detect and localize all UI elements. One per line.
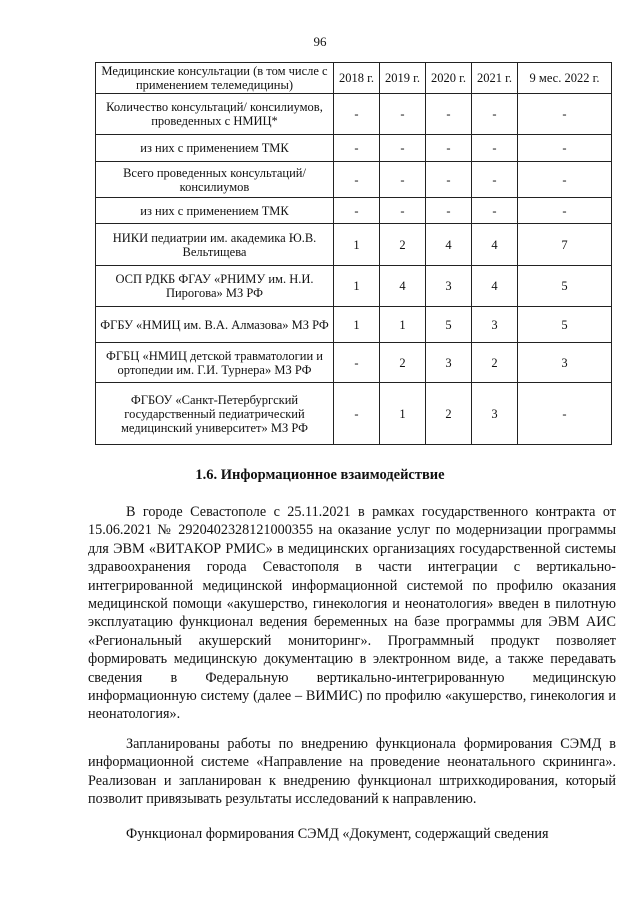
table-cell: - <box>380 198 426 224</box>
table-cell: - <box>426 198 472 224</box>
table-header-cell: 2021 г. <box>472 63 518 94</box>
table-row <box>96 343 612 383</box>
consultations-table <box>95 62 612 445</box>
table-cell: 3 <box>426 266 472 307</box>
table-cell: - <box>334 135 380 162</box>
table-cell: из них с применением ТМК <box>96 198 334 224</box>
table-header-cell: 2019 г. <box>380 63 426 94</box>
table-cell: 4 <box>380 266 426 307</box>
table-header-cell: 2020 г. <box>426 63 472 94</box>
table-cell: Всего проведенных консультаций/ консилиумов <box>96 162 334 198</box>
table-cell: - <box>518 94 612 135</box>
body-paragraph: В городе Севастополе с 25.11.2021 в рамках государственного контракта от 15.06.2021 № 2920402328121000355 на оказание услуг по модернизации программы для ЭВМ «ВИТАКОР РМИС» в медицинских организациях государственной системы здравоохранения города Севастополя в части интеграции с вертикально-интегрированной медицинской информационной системой по профилю оказания медицинской помощи «акушерство, гинекология и неонатология» введен в пилотную эксплуатацию функционал ведения беременных на базе программы для ЭВМ АИС «Региональный акушерский мониторинг». Программный продукт позволяет формировать медицинскую документацию в электронном виде, а также передавать сведения в Федеральную вертикально-интегрированную медицинскую информационную систему (далее – ВИМИС) по профилю «акушерство, гинекология и неонатология». <box>88 504 616 723</box>
table-header-cell: Медицинские консультации (в том числе с применением телемедицины) <box>96 63 334 94</box>
body-paragraph: Функционал формирования СЭМД «Документ, содержащий сведения <box>126 826 549 842</box>
table-row <box>96 135 612 162</box>
body-paragraph: Запланированы работы по внедрению функционала формирования СЭМД в информационной системе «Направление на проведение неонатального скрининга». Реализован и запланирован к внедрению функционал штрихкодирования, который позволит привязывать результаты исследований к направлению. <box>88 736 616 808</box>
table-cell: 1 <box>380 383 426 445</box>
table-cell: НИКИ педиатрии им. академика Ю.В. Вельтищева <box>96 224 334 266</box>
table-cell: ФГБЦ «НМИЦ детской травматологии и ортопедии им. Г.И. Турнера» МЗ РФ <box>96 343 334 383</box>
table-cell: 1 <box>334 307 380 343</box>
table-cell: - <box>380 135 426 162</box>
table-cell: - <box>334 343 380 383</box>
table-cell: 5 <box>518 307 612 343</box>
table-cell: - <box>334 198 380 224</box>
table-cell: 3 <box>426 343 472 383</box>
table-cell: 2 <box>472 343 518 383</box>
table-cell: 1 <box>334 224 380 266</box>
table-row <box>96 162 612 198</box>
table-cell: - <box>426 135 472 162</box>
table-row <box>96 266 612 307</box>
table-cell: - <box>472 94 518 135</box>
table-cell: 3 <box>472 307 518 343</box>
table-cell: - <box>334 162 380 198</box>
table-cell: из них с применением ТМК <box>96 135 334 162</box>
table-cell: 5 <box>518 266 612 307</box>
table-header-row <box>96 63 612 94</box>
table-cell: - <box>334 383 380 445</box>
table-cell: - <box>472 135 518 162</box>
table-cell: - <box>472 162 518 198</box>
table-cell: 7 <box>518 224 612 266</box>
table-cell: - <box>426 94 472 135</box>
table-cell: 2 <box>380 224 426 266</box>
table-cell: ОСП РДКБ ФГАУ «РНИМУ им. Н.И. Пирогова» МЗ РФ <box>96 266 334 307</box>
table-cell: ФГБУ «НМИЦ им. В.А. Алмазова» МЗ РФ <box>96 307 334 343</box>
table-cell: - <box>518 198 612 224</box>
table-cell: Количество консультаций/ консилиумов, проведенных с НМИЦ* <box>96 94 334 135</box>
table-cell: - <box>518 383 612 445</box>
table-cell: - <box>518 162 612 198</box>
table-cell: 5 <box>426 307 472 343</box>
table-header-cell: 2018 г. <box>334 63 380 94</box>
page-number: 96 <box>313 34 327 49</box>
table-header-cell: 9 мес. 2022 г. <box>518 63 612 94</box>
table-cell: - <box>380 162 426 198</box>
table-cell: 1 <box>334 266 380 307</box>
table-cell: 1 <box>380 307 426 343</box>
table-row <box>96 307 612 343</box>
section-heading: 1.6. Информационное взаимодействие <box>195 467 445 483</box>
table-row <box>96 198 612 224</box>
table-cell: 2 <box>426 383 472 445</box>
table-cell: - <box>518 135 612 162</box>
table-cell: - <box>380 94 426 135</box>
table-cell: 3 <box>472 383 518 445</box>
table-cell: ФГБОУ «Санкт-Петербургский государственный педиатрический медицинский университет» МЗ РФ <box>96 383 334 445</box>
table-row <box>96 94 612 135</box>
table-cell: - <box>426 162 472 198</box>
table-row <box>96 383 612 445</box>
table-cell: - <box>334 94 380 135</box>
table-cell: - <box>472 198 518 224</box>
table-cell: 4 <box>472 266 518 307</box>
table-cell: 2 <box>380 343 426 383</box>
table-cell: 4 <box>426 224 472 266</box>
table-row <box>96 224 612 266</box>
table-cell: 4 <box>472 224 518 266</box>
table-cell: 3 <box>518 343 612 383</box>
